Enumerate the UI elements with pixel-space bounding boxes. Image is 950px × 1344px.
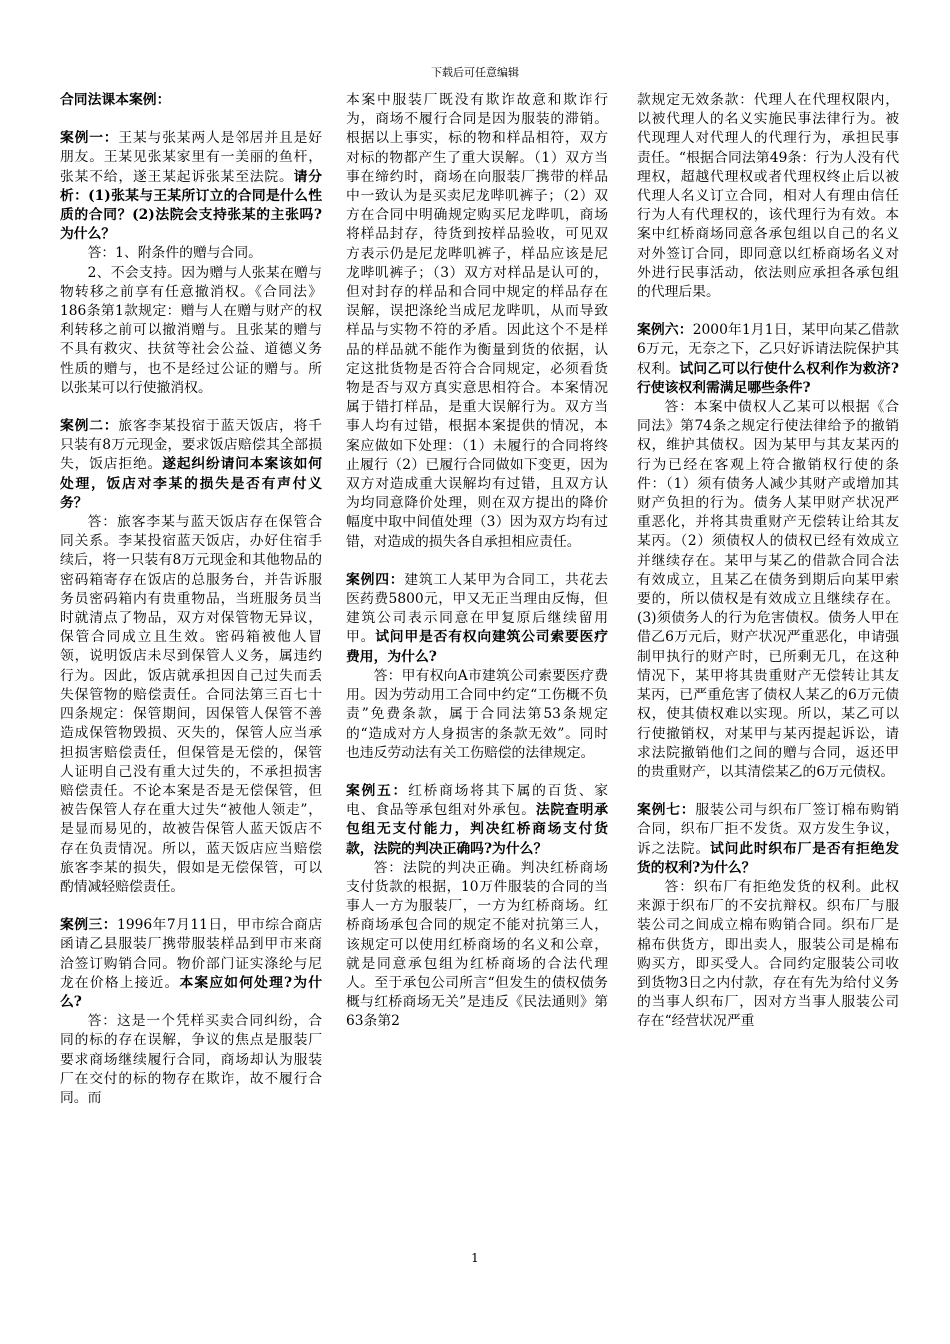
case-1 bbox=[60, 129, 322, 244]
case-3-body: 1996年7月11日，甲市综合商店函请乙县服装厂携带服装样品到甲市来商洽签订购销合同。物价部门证实涤纶与尼龙在价格上接近。 bbox=[60, 917, 323, 991]
page-number: 1 bbox=[471, 1251, 479, 1265]
case-3-question: 本案应如何处理?为什么? bbox=[60, 974, 323, 1010]
case-5-question: 法院查明承包组无支付能力，判决红桥商场支付货款，法院的判决正确吗?为什么？ bbox=[346, 802, 609, 857]
case-5-body: 红桥商场将其下属的百货、家电、食品等承包组对外承包。 bbox=[346, 782, 609, 819]
case-7-answer: 答：织布厂有拒绝发货的权利。此权来源于织布厂的不安抗辩权。织布厂与服装公司之间成立棉布购销合同。织布厂是棉布供货方，即出卖人，服装公司是棉布购买方，即买受人。合同约定服装公司收到货物3日之内付款，存在有先为给付义务的当事人织布厂，因对方当事人服装公司存在“经营状况严重 bbox=[637, 878, 899, 1030]
case-4-label: 案例四： bbox=[346, 571, 405, 588]
case-6-body: 2000年1月1日，某甲向某乙借款6万元，无奈之下，乙只好诉请法院保护其权利。 bbox=[637, 322, 899, 377]
column-1 bbox=[60, 91, 322, 1108]
case-1-answer-1: 答：1、附条件的赠与合同。 bbox=[87, 245, 262, 262]
case-3-label: 案例三： bbox=[60, 917, 118, 934]
case-3-answer-part-2: 本案中服装厂既没有欺诈故意和欺诈行为，商场不履行合同是因为服装的滞销。根据以上事实，标的物和样品相符，双方对标的物都产生了重大误解。（1）双方当事在缔约时，商场在向服装厂携带的样品中一致认为是买卖尼龙哔叽裤子；（2）双方在合同中明确规定购买尼龙哔叽，商场将样品封存，待货到按样品验收，可见双方表示仍是尼龙哔叽裤子，样品应该是尼龙哔叽裤子；（3）双方对样品是认可的，但对封存的样品和合同中规定的样品存在误解，误把涤纶当成尼龙哔叽，从而导致样品与实物不符的矛盾。因此这个不是样品的样品就不能作为衡量到货的依据，认定这批货物是否符合合同规定，必须看货物是否与双方真实意思相符合。本案情况属于错打样品，是重大误解行为。双方当事人均有过错，根据本案提供的情况，本案应做如下处理：（1）未履行的合同将终止履行（2）已履行合同做如下变更，因为双方对造成重大误解均有过错，且双方认为均同意降价处理，则在双方提出的降价幅度中取中间值处理（3）因为双方均有过错，对造成的损失各自承担相应责任。 bbox=[346, 92, 608, 550]
case-5 bbox=[346, 782, 608, 859]
case-3-answer-part-1: 答：这是一个凭样买卖合同纠纷，合同的标的存在误解，争议的焦点是服装厂要求商场继续履行合同，商场却认为服装厂在交付的标的物存在欺诈，故不履行合同。而 bbox=[60, 1013, 322, 1106]
case-5-answer-part-2: 款规定无效条款：代理人在代理权限内，以被代理人的名义实施民事法律行为。被代现理人对代理人的代理行为，承担民事责任。“根据合同法第49条：行为人没有代理权，超越代理权或者代理权终止后以被代理人名义订立合同，相对人有理由信任行为人有代理权的，该代理行为有效。本案中红桥商场同意各承包组以自己的名义对外签订合同，即同意以红桥商场名义对外进行民事活动，依法则应承担各承包组的代理后果。 bbox=[637, 92, 899, 301]
case-7-question: 试问此时织布厂是否有拒绝发货的权利?为什么？ bbox=[637, 840, 900, 876]
case-6 bbox=[637, 321, 899, 398]
case-4-answer: 答：甲有权向A市建筑公司索要医疗费用。因为劳动用工合同中约定“工伤概不负责”免费条款，属于合同法第53条规定的“造成对方人身损害的条款无效”。同时也违反劳动法有关工伤赔偿的法律规定。 bbox=[346, 667, 608, 761]
case-5-answer-part-1: 答：法院的判决正确。判决红桥商场支付货款的根据，10万件服装的合同的当事人一方为服装厂，一方为红桥商场。红桥商场承包合同的规定不能对抗第三人，该规定可以使用红桥商场的名义和公章，就是同意承包组为红桥商场的合法代理人。至于承包公司所言“但发生的债权债务概与红桥商场无关”是违反《民法通则》第63条第2 bbox=[346, 859, 608, 1030]
column-3 bbox=[637, 91, 899, 1032]
case-1-label: 案例一： bbox=[60, 130, 119, 147]
case-1-body: 王某与张某两人是邻居并且是好朋友。王某见张某家里有一美丽的鱼杆，张某不给，遂王某起诉张某至法院。 bbox=[60, 130, 323, 185]
case-6-answer: 答：本案中债权人乙某可以根据《合同法》第74条之规定行使法律给予的撤销权，维护其债权。因为某甲与其友某丙的行为已经在客观上符合撤销权行使的条件：（1）须有债务人减少其财产或增加其财产负担的行为。债务人某甲财产状况严重恶化，并将其贵重财产无偿转让给其友某丙。（2）须债权人的债权已经有效成立并继续存在。某甲与某乙的借款合同合法有效成立，且某乙在债务到期后向某甲索要的，所以债权是有效成立且继续存在。(3)须债务人的行为危害债权。债务人甲在借乙6万元后，财产状况严重恶化，申请强制甲执行的财产时，已所剩无几，在这种情况下，某甲将其贵重财产无偿转让其友某丙，已严重危害了债权人某乙的6万元债权，使其债权难以实现。所以，某乙可以行使撤销权，对某甲与某丙提起诉讼，请求法院撤销他们之间的赠与合同，返还甲的贵重财产，以其清偿某乙的6万元债权。 bbox=[637, 399, 899, 780]
case-6-question: 试问乙可以行使什么权利作为救济?行使该权利需满足哪些条件? bbox=[637, 360, 899, 396]
case-1-question: 请分析：(1)张某与王某所订立的合同是什么性质的合同？(2)法院会支持张某的主张吗?为什么？ bbox=[60, 168, 323, 243]
case-6-label: 案例六： bbox=[637, 322, 693, 339]
case-2-question: 遂起纠纷请问本案该如何处理，饭店对李某的损失是否有声付义务？ bbox=[60, 456, 323, 511]
case-1-answer-2: 2、不会支持。因为赠与人张某在赠与物转移之前享有任意撤消权。《合同法》186条第1款规定：赠与人在赠与财产的权利转移之前可以撤消赠与。且张某的赠与不具有救灾、扶贫等社会公益、道德义务性质的赠与，也不是经过公证的赠与。所以张某可以行使撤消权。 bbox=[60, 264, 322, 396]
case-2-answer: 答：旅客李某与蓝天饭店存在保管合同关系。李某投宿蓝天饭店，办好住宿手续后，将一只装有8万元现金和其他物品的密码箱寄存在饭店的总服务台，并告诉服务员密码箱内有贵重物品，当班服务员当时就清点了物品，双方对保管物无异议，保管合同成立且生效。密码箱被他人冒领，说明饭店未尽到保管人义务，属违约行为。因此，饭店就承担因自己过失而丢失保管物的赔偿责任。合同法第三百七十四条规定：保管期间，因保管人保管不善造成保管物毁损、灭失的，保管人应当承担损害赔偿责任，但保管是无偿的，保管人证明自己没有重大过失的，不承担损害赔偿责任。不论本案是否是无偿保管，但被告保管人存在重大过失“被他人领走”，是显而易见的，故被告保管人蓝天饭店不存在负责情况。所以，蓝天饭店应当赔偿旅客李某的损失，假如是无偿保管，可以酌情减轻赔偿责任。 bbox=[60, 514, 322, 895]
page-header: 下载后可任意编辑 bbox=[431, 66, 519, 79]
case-7 bbox=[637, 801, 899, 878]
case-7-label: 案例七： bbox=[637, 802, 696, 819]
case-2-body: 旅客李某投宿于蓝天饭店，将千只装有8万元现金，要求饭店赔偿其全部损失，饭店拒绝。 bbox=[60, 418, 323, 473]
case-5-label: 案例五： bbox=[346, 782, 409, 799]
case-3 bbox=[60, 916, 322, 1012]
case-4-question: 试问甲是否有权向建筑公司索要医疗费用，为什么? bbox=[346, 629, 609, 665]
document-title: 合同法课本案例： bbox=[60, 92, 171, 108]
case-2-label: 案例二： bbox=[60, 418, 119, 435]
case-7-body: 服装公司与织布厂签订棉布购销合同，织布厂拒不发货。双方发生争议，诉之法院。 bbox=[637, 802, 900, 857]
case-2 bbox=[60, 417, 322, 513]
case-4-body: 建筑工人某甲为合同工，共花去医药费5800元，甲又无正当理由反悔，但建筑公司表示同意在甲复原后继续留用甲。 bbox=[346, 571, 609, 646]
column-2 bbox=[346, 91, 608, 1032]
case-4 bbox=[346, 571, 608, 667]
